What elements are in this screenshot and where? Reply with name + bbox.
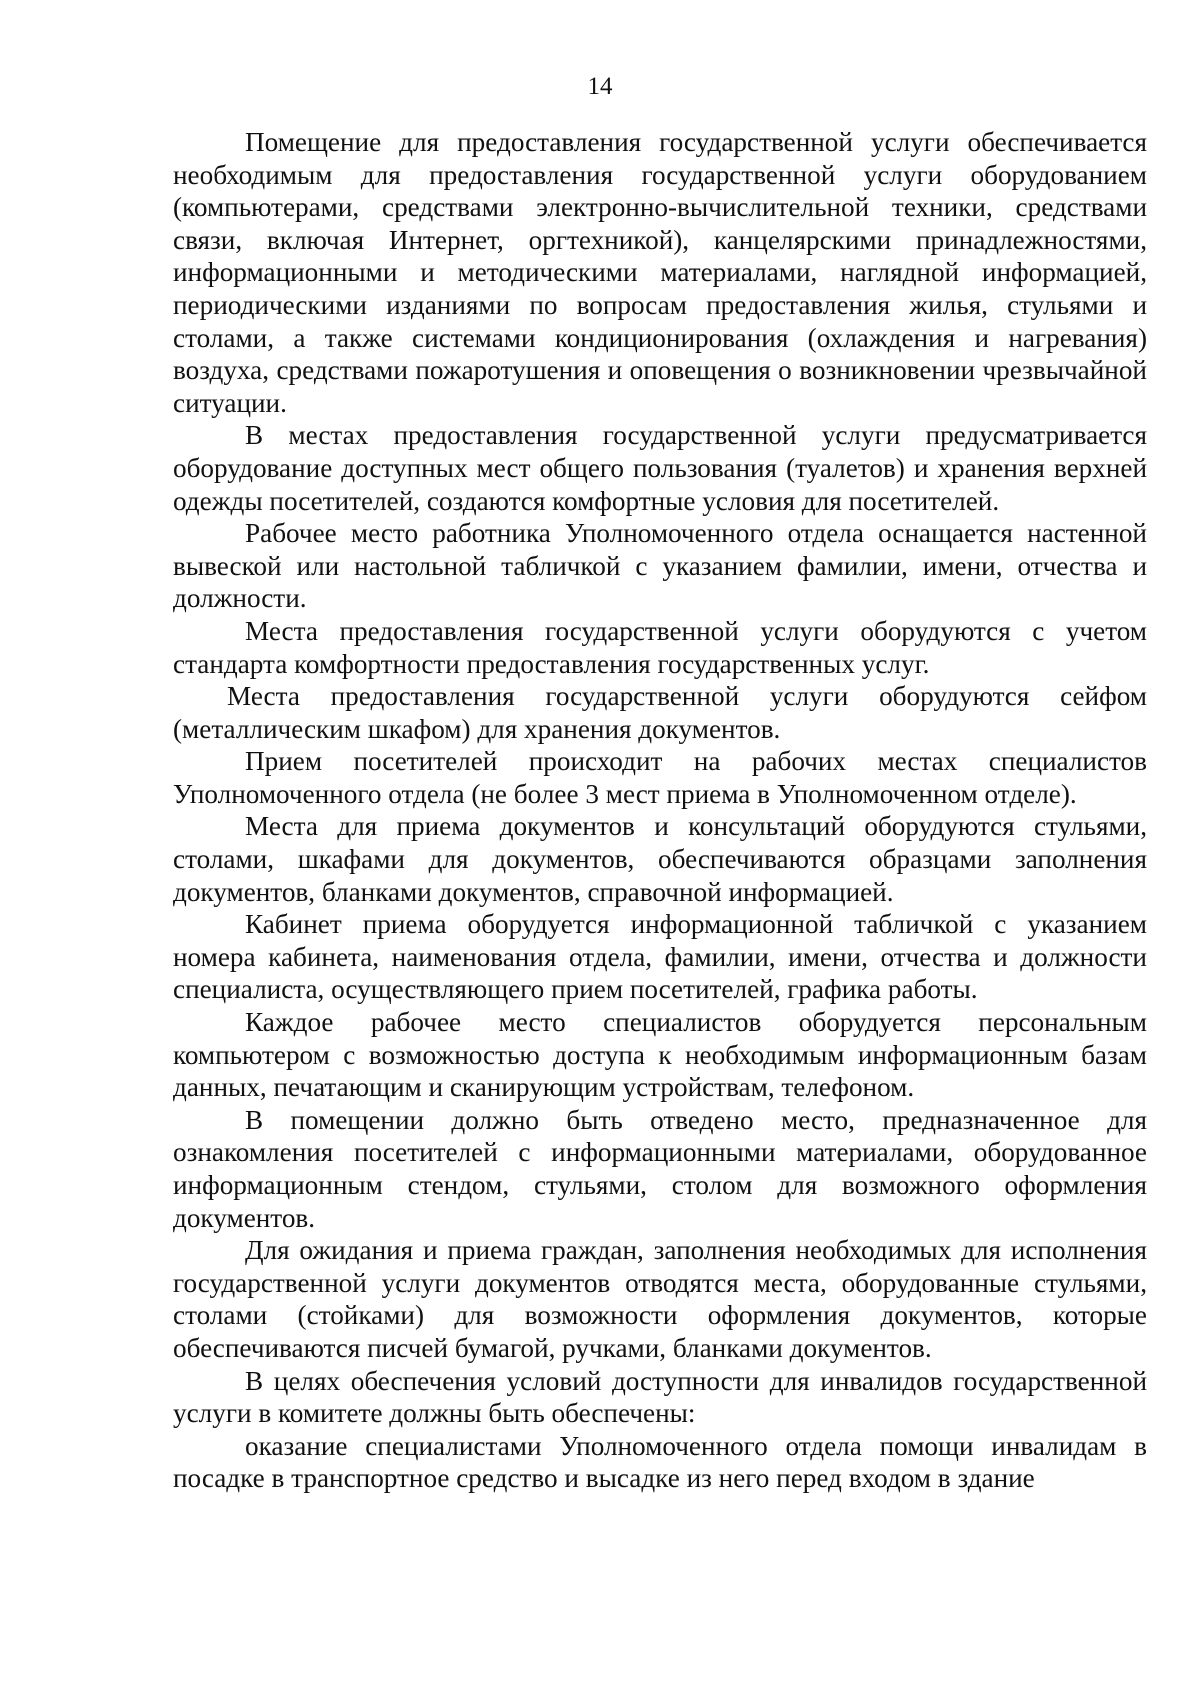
paragraph-premises-equipment: Помещение для предоставления государственной услуги обеспечивается необходимым для предоставления государственной услуги оборудованием (компьютерами, средствами электронно-вычислительной техники, средствами связи, включая Интернет, оргтехникой), канцелярскими принадлежностями, информационными и методическими материалами, наглядной информацией, периодическими изданиями по вопросам предоставления жилья, стульями и столами, а также системами кондиционирования (охлаждения и нагревания) воздуха, средствами пожаротушения и оповещения о возникновении чрезвычайной ситуации. xyxy=(173,127,1147,418)
paragraph-accessibility-intro: В целях обеспечения условий доступности для инвалидов государственной услуги в комитете должны быть обеспечены: xyxy=(173,1365,1147,1429)
paragraph-comfort-standard: Места предоставления государственной услуги оборудуются с учетом стандарта комфортности предоставления государственных услуг. xyxy=(173,615,1147,679)
paragraph-disability-assistance: оказание специалистами Уполномоченного отдела помощи инвалидам в посадке в транспортное средство и высадке из него перед входом в здание xyxy=(173,1430,1147,1494)
paragraph-waiting-area: Для ожидания и приема граждан, заполнения необходимых для исполнения государственной услуги документов отводятся места, оборудованные стульями, столами (стойками) для возможности оформления документов, которые обеспечиваются писчей бумагой, ручками, бланками документов. xyxy=(173,1235,1147,1363)
paragraph-information-stand: В помещении должно быть отведено место, предназначенное для ознакомления посетителей с информационными материалами, оборудованное информационным стендом, стульями, столом для возможного оформления документов. xyxy=(173,1104,1147,1233)
paragraph-workstation-computer: Каждое рабочее место специалистов оборудуется персональным компьютером с возможностью доступа к необходимым информационным базам данных, печатающим и сканирующим устройствам, телефоном. xyxy=(173,1007,1147,1103)
body-text xyxy=(173,126,1147,1495)
page-number: 14 xyxy=(587,73,613,100)
paragraph-office-sign: Кабинет приема оборудуется информационной табличкой с указанием номера кабинета, наименования отдела, фамилии, имени, отчества и должности специалиста, осуществляющего прием посетителей, графика работы. xyxy=(173,909,1147,1005)
paragraph-workplace-sign: Рабочее место работника Уполномоченного отдела оснащается настенной вывеской или настольной табличкой с указанием фамилии, имени, отчества и должности. xyxy=(173,518,1147,614)
paragraph-reception-places: Прием посетителей происходит на рабочих местах специалистов Уполномоченного отдела (не более 3 мест приема в Уполномоченном отделе). xyxy=(173,746,1147,809)
paragraph-document-places: Места для приема документов и консультаций оборудуются стульями, столами, шкафами для документов, обеспечиваются образцами заполнения документов, бланками документов, справочной информацией. xyxy=(173,811,1147,907)
paragraph-safe-storage: Места предоставления государственной услуги оборудуются сейфом (металлическим шкафом) для хранения документов. xyxy=(173,681,1147,744)
paragraph-public-facilities: В местах предоставления государственной услуги предусматривается оборудование доступных мест общего пользования (туалетов) и хранения верхней одежды посетителей, создаются комфортные условия для посетителей. xyxy=(173,420,1147,516)
